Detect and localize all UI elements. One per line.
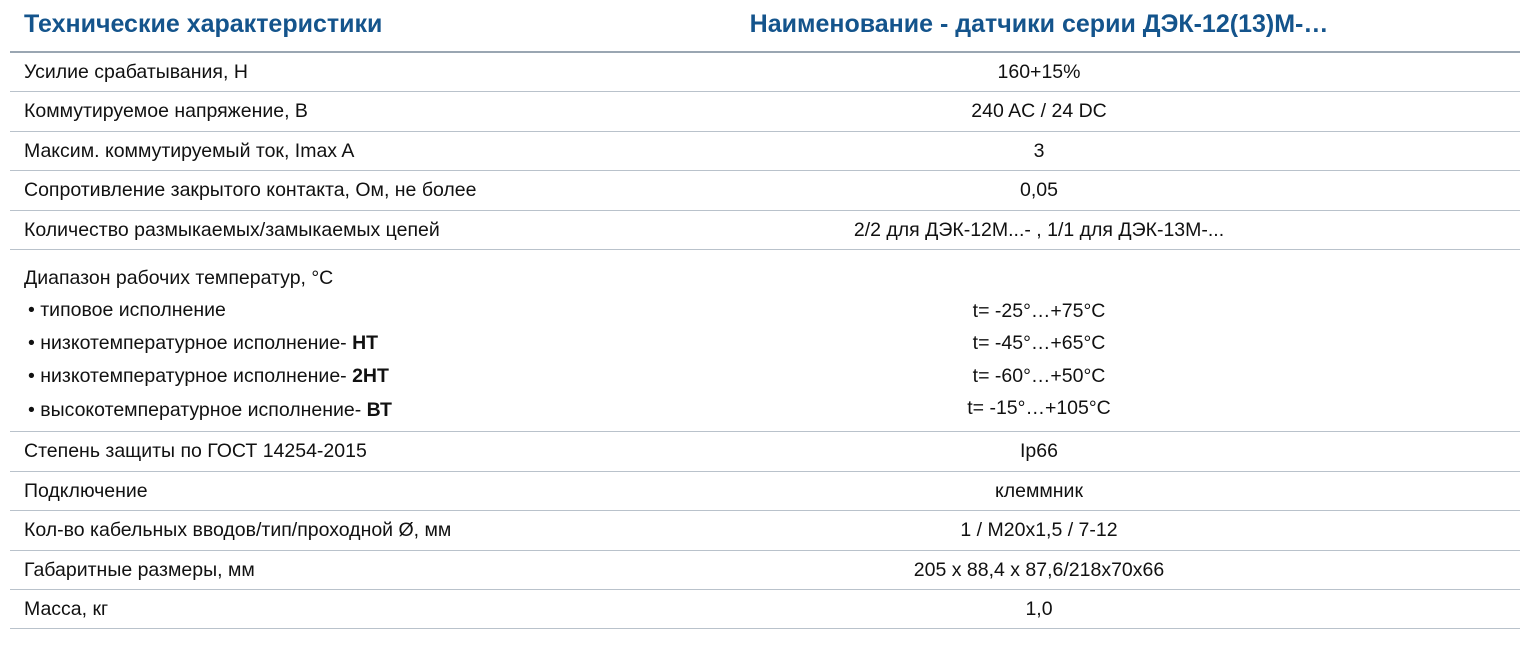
temperature-item-typical <box>24 293 552 326</box>
header-left-title: Технические характеристики <box>10 0 558 52</box>
param-label: Коммутируемое напряжение, В <box>10 92 558 131</box>
temperature-item-code: 2НТ <box>352 365 389 388</box>
temperature-block <box>10 249 558 432</box>
param-value: 3 <box>558 131 1520 170</box>
table-row <box>10 471 1520 510</box>
temperature-item-label: • высокотемпературное исполнение- <box>28 398 367 421</box>
temperature-value-2ht: t= -60°…+50°C <box>972 364 1106 387</box>
table-row <box>10 171 1520 210</box>
param-label: Габаритные размеры, мм <box>10 550 558 589</box>
header-right-title: Наименование - датчики серии ДЭК-12(13)М-… <box>558 0 1520 52</box>
param-label: Кол-во кабельных вводов/тип/проходной Ø, мм <box>10 511 558 550</box>
temperature-item-2ht <box>24 359 552 392</box>
param-label: Степень защиты по ГОСТ 14254-2015 <box>10 432 558 471</box>
table-row <box>10 550 1520 589</box>
param-label: Масса, кг <box>10 589 558 628</box>
param-value: Ip66 <box>558 432 1520 471</box>
table-row <box>10 589 1520 628</box>
param-label: Максим. коммутируемый ток, Imax A <box>10 131 558 170</box>
temperature-item-vt <box>24 393 552 428</box>
temperature-item-label: • низкотемпературное исполнение- <box>28 365 353 388</box>
temperature-item-ht <box>24 326 552 359</box>
param-label: Усилие срабатывания, Н <box>10 52 558 92</box>
param-label: Подключение <box>10 471 558 510</box>
specifications-table <box>10 0 1520 629</box>
table-row <box>10 52 1520 92</box>
param-value: 160+15% <box>558 52 1520 92</box>
temperature-values <box>558 249 1520 432</box>
temperature-value-ht: t= -45°…+65°C <box>972 332 1106 355</box>
table-row <box>10 131 1520 170</box>
temperature-row <box>10 249 1520 432</box>
temperature-item-label: • низкотемпературное исполнение- <box>28 331 353 354</box>
table-row <box>10 432 1520 471</box>
temperature-item-code: НТ <box>352 331 379 354</box>
param-value: 240 AC / 24 DC <box>558 92 1520 131</box>
param-value: 1 / M20x1,5 / 7-12 <box>558 511 1520 550</box>
table-row <box>10 210 1520 249</box>
param-label: Количество размыкаемых/замыкаемых цепей <box>10 210 558 249</box>
temperature-value-vt: t= -15°…+105°C <box>967 397 1111 419</box>
temperature-item-code: ВТ <box>366 398 392 421</box>
param-value: 205 x 88,4 x 87,6/218x70x66 <box>558 550 1520 589</box>
temperature-title: Диапазон рабочих температур, °C <box>24 267 334 290</box>
param-value: клеммник <box>558 471 1520 510</box>
temperature-value-typical: t= -25°…+75°C <box>972 299 1106 322</box>
param-value: 2/2 для ДЭК-12М...- , 1/1 для ДЭК-13М-... <box>558 210 1520 249</box>
param-value: 1,0 <box>558 589 1520 628</box>
table-row <box>10 92 1520 131</box>
temperature-values-spacer <box>564 257 1514 295</box>
temperature-item-label: • типовое исполнение <box>28 298 226 321</box>
param-label: Сопротивление закрытого контакта, Ом, не более <box>10 171 558 210</box>
table-row <box>10 511 1520 550</box>
table-header-row <box>10 0 1520 52</box>
param-value: 0,05 <box>558 171 1520 210</box>
